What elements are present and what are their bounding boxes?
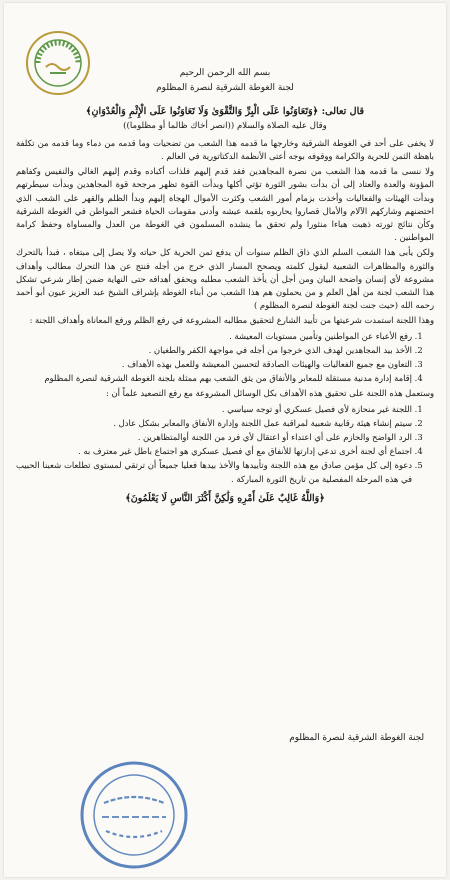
- committee-heading: لجنة الغوطة الشرقية لنصرة المظلوم: [156, 83, 294, 94]
- paragraph-1: لا يخفى على أحد في الغوطة الشرقية وخارجها ما قدمه هذا الشعب من تضحيات وما قدمه من دماء وما قدمه من تكلفة باهظة الثمن للحرية والكرامة ووقوفه بوجه أعتى الأنظمة الدكتاتورية في العالم .: [16, 137, 434, 162]
- paragraph-3: ولكن يأبى هذا الشعب السلم الذي ذاق الظلم سنوات أن يدفع ثمن الحرية كل حياته ولا يصل إلى مبتغاه ، فبدأ بالتحرك والثورة والمظاهرات الشعبية ليقول كلمته ويصحح المسار الذي خرج من أجله فنتج عن هذا التحرك مطالب وأهداف مشروعة لأي إنسان واضحة البيان ومن أجل أن يأخذ الشعب مطلبه ويحقق أهدافه حتى النهاية ضمن إطار شرعي تشكل هذا الشعب لجنة من أهل العلم و من يحملون هم هذا الشعب من أبناء الغوطة بإشراف الشيخ عبد العزيز عيون أبو أحمد رحمه الله (حيث جنت لجنة الغوطة لنصرة المظلوم ): [16, 247, 434, 311]
- paragraph-4: وهذا اللجنة استمدت شرعيتها من تأييد الشارع لتحقيق مطالبه المشروعة في رفع الظلم ورفع المعاناة وأهداف اللجنة :: [29, 315, 434, 326]
- goals-list: [16, 330, 434, 386]
- means-intro: وستعمل هذه اللجنة على تحقيق هذه الأهداف بكل الوسائل المشروعة مع رفع التصعيد علماً أن :: [105, 388, 434, 399]
- point-item: 1. اللجنة غير منحازة لأي فصيل عسكري أو توجه سياسي .: [16, 403, 412, 416]
- paragraph-2: ولا ننسى ما قدمه هذا الشعب من نصرة المجاهدين فقد قدم إليهم فلذات أكباده وقدم إليهم الغالي والنفيس وكفاهم المؤونة والعدة والعتاد إلى أن بدأت بشور الثورة تؤتي أكلها وبدأت القوة تظهر مرجحة قوة المجاهدين وبدأت سيطرتهم وبدأت الهيئات والفعاليات وأخذت بزمام أمور الشعب وكثرت الأموال الهجاة إليهم وبدأ الظلم والقهر على الشعب الذي احتضنهم وشاركهم الآلام والأمال قصاروا يحاربوه بلقمة عيشه وأدنى مقومات الحياة فشعر المواطن في الغوطة الشرقية وكأن نتائج ثورته ذهبت هباءا منثورا ولم تحقق ما ينشده المسلمون في الغوطة من العدل والمساواة وحفظ كرامة المواطنين .: [16, 166, 434, 243]
- goal-item: 3. التعاون مع جميع الفعاليات والهيئات الصادقة لتحسين المعيشة وللعمل بهذه الأهداف .: [16, 358, 412, 371]
- goal-item: 1. رفع الأعباء عن المواطنين وتأمين مستويات المعيشة .: [16, 330, 412, 343]
- closing-verse: ﴿وَاللَّهُ غَالِبٌ عَلَىٰ أَمْرِهِ وَلَٰكِنَّ أَكْثَرَ النَّاسِ لَا يَعْلَمُونَ﴾: [125, 492, 325, 504]
- points-list: [16, 403, 434, 486]
- point-item: 2. سيتم إنشاء هيئة رقابية شعبية لمراقبة عمل اللجنة وإدارة الأنفاق والمعابر بشكل عادل .: [16, 417, 412, 430]
- letter-body: [16, 67, 434, 505]
- document-page: [4, 3, 446, 877]
- point-item: 5. دعوة إلى كل مؤمن صادق مع هذه اللجنة وتأييدها والأخذ بيدها فعليا جميعاً أن ترتقي لمستوى تطلعات شعبنا الحبيب في هذه المرحلة المفصلية من تاريخ الثورة المباركة .: [16, 459, 412, 485]
- committee-stamp: [74, 755, 194, 875]
- opening-verse: قال تعالى: ﴿وَتَعَاوَنُوا عَلَى الْبِرِّ وَالتَّقْوَىٰ وَلَا تَعَاوَنُوا عَلَى الْإِثْمِ وَالْعُدْوَانِ﴾: [85, 106, 365, 118]
- signature-line: لجنة الغوطة الشرقية لنصرة المظلوم: [289, 733, 424, 743]
- hadith-quote: وقال عليه الصلاة والسلام ((انصر أخاك ظالما أو مظلوما)): [123, 120, 327, 131]
- goal-item: 4. إقامة إدارة مدنية مستقلة للمعابر والأنفاق من يثق الشعب بهم ممثلة بلجنة الغوطة الشرقية لنصرة المظلوم: [16, 372, 412, 385]
- basmala: بسم الله الرحمن الرحيم: [179, 68, 271, 78]
- point-item: 3. الرد الواضح والحازم على أي اعتداء أو اعتقال لأي فرد من اللجنة أوالمتظاهرين .: [16, 431, 412, 444]
- goal-item: 2. الأخذ بيد المجاهدين لهدف الذي خرجوا من أجله في مواجهة الكفر والطغيان .: [16, 344, 412, 357]
- point-item: 4. اجتماع أي لجنة أخرى تدعي إدارتها للأنفاق مع أي فصيل عسكري هو اجتماع باطل غير معترف به .: [16, 445, 412, 458]
